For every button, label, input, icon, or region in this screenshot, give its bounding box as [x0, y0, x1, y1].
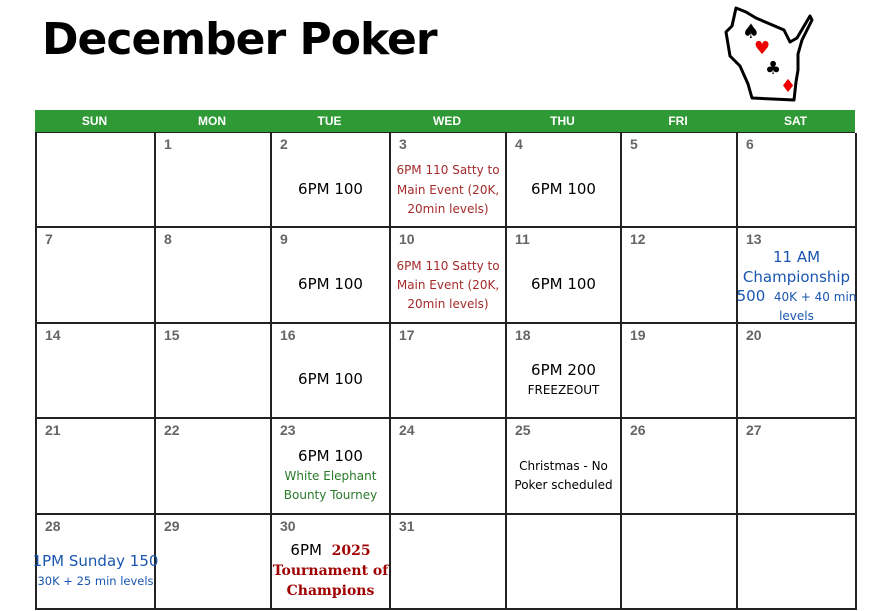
day-cell[interactable]	[738, 419, 857, 514]
event	[156, 154, 270, 226]
event	[37, 154, 154, 226]
diamond-icon: ♦	[780, 76, 797, 97]
day-number: 20	[746, 326, 762, 343]
event-text: 20min levels)	[407, 297, 489, 312]
calendar-grid	[32, 132, 857, 610]
event-text: 500	[736, 286, 771, 305]
day-cell[interactable]	[507, 133, 622, 228]
day-number: 8	[164, 231, 172, 248]
event-text: levels	[779, 308, 814, 323]
event	[156, 536, 270, 608]
event-line	[779, 305, 814, 324]
event-line	[285, 465, 377, 484]
day-cell[interactable]	[622, 228, 738, 323]
day-cell[interactable]	[156, 228, 272, 323]
event-line	[407, 293, 488, 312]
event	[272, 154, 389, 226]
day-cell[interactable]	[391, 419, 507, 514]
weekday-thu: THU	[550, 114, 575, 128]
day-number: 4	[515, 136, 523, 152]
event-text: 6PM 110 Satty to	[396, 258, 500, 273]
day-cell[interactable]	[32, 515, 159, 610]
event	[156, 440, 270, 512]
event	[622, 440, 736, 512]
event	[391, 440, 505, 512]
event-line	[519, 455, 608, 474]
event-line	[298, 369, 363, 388]
event	[507, 249, 620, 321]
wisconsin-logo	[722, 4, 817, 102]
event	[37, 345, 154, 417]
day-cell[interactable]	[622, 324, 738, 419]
day-number: 15	[164, 326, 180, 343]
event	[272, 249, 389, 321]
day-number: 17	[399, 326, 415, 343]
event-line	[531, 360, 596, 379]
day-cell[interactable]	[622, 515, 738, 610]
day-cell[interactable]	[37, 324, 156, 419]
day-cell[interactable]	[738, 515, 857, 610]
event-text: 6PM 100	[531, 179, 596, 198]
event	[507, 154, 620, 226]
event-line	[737, 286, 857, 305]
day-cell[interactable]	[156, 419, 272, 514]
day-cell[interactable]	[156, 324, 272, 419]
event-text: 1PM Sunday 150	[32, 551, 159, 570]
day-cell[interactable]	[272, 228, 391, 323]
day-cell[interactable]	[391, 133, 507, 228]
day-number: 27	[746, 422, 762, 439]
event-text: 20min levels)	[407, 201, 489, 216]
event	[156, 345, 270, 417]
day-number: 26	[630, 422, 646, 439]
event-line	[273, 560, 389, 580]
club-icon: ♣	[765, 58, 782, 79]
event-line	[298, 179, 363, 198]
day-number: 2	[280, 136, 288, 152]
day-number: 30	[280, 517, 296, 534]
day-cell[interactable]	[738, 228, 857, 323]
weekday-sat: SAT	[783, 114, 808, 128]
event-line	[298, 446, 363, 465]
day-number: 13	[746, 231, 762, 248]
day-cell[interactable]	[622, 133, 738, 228]
event-text: Tournament of	[272, 562, 389, 579]
event-line	[514, 474, 612, 493]
event-line	[743, 267, 850, 286]
event-text: White Elephant	[284, 468, 377, 483]
day-number: 1	[164, 136, 172, 152]
event-text: 6PM	[290, 541, 327, 560]
event	[272, 536, 389, 608]
day-number: 31	[399, 517, 415, 534]
day-cell[interactable]	[391, 515, 507, 610]
day-number	[37, 133, 154, 154]
event	[738, 345, 855, 417]
weekday-fri: FRI	[668, 114, 688, 128]
event-text: Poker scheduled	[514, 478, 613, 493]
day-number: 23	[280, 422, 296, 439]
event-line	[407, 198, 488, 217]
day-cell[interactable]	[37, 133, 156, 228]
event	[738, 536, 855, 608]
day-number	[622, 515, 736, 536]
event-line	[773, 247, 820, 266]
event-line	[33, 551, 159, 570]
day-cell[interactable]	[156, 133, 272, 228]
event	[622, 249, 736, 321]
day-number: 12	[630, 231, 646, 248]
day-cell[interactable]	[507, 515, 622, 610]
day-cell[interactable]	[272, 515, 391, 610]
event-text: Christmas - No	[519, 459, 608, 474]
event-line	[397, 274, 499, 293]
event-text: 6PM 100	[298, 274, 363, 293]
day-number: 9	[280, 231, 288, 248]
day-cell[interactable]	[156, 515, 272, 610]
event-text: Bounty Tourney	[283, 487, 378, 502]
event	[622, 154, 736, 226]
day-number: 24	[399, 422, 415, 439]
event-line	[528, 379, 600, 398]
day-number: 28	[45, 517, 61, 534]
event	[32, 536, 159, 608]
heart-icon: ♥	[754, 38, 771, 59]
event-text: 6PM 110 Satty to	[396, 163, 500, 178]
day-cell[interactable]	[738, 324, 857, 419]
day-cell[interactable]	[507, 228, 622, 323]
event	[37, 249, 154, 321]
event-text: 6PM 100	[298, 179, 363, 198]
day-cell[interactable]	[391, 324, 507, 419]
page-title: December Poker	[42, 14, 437, 65]
event-text: Main Event (20K,	[396, 182, 500, 197]
day-cell[interactable]	[507, 324, 622, 419]
event	[738, 247, 855, 328]
event-line	[397, 179, 499, 198]
event-line	[298, 274, 363, 293]
event	[156, 249, 270, 321]
event-text: Main Event (20K,	[396, 277, 500, 292]
event	[507, 440, 620, 512]
event-line	[396, 255, 499, 274]
event-line	[531, 179, 596, 198]
day-cell[interactable]	[391, 228, 507, 323]
event-text: 6PM 100	[298, 370, 363, 389]
event-text: Champions	[286, 582, 375, 599]
day-number: 16	[280, 326, 296, 343]
day-number: 18	[515, 326, 531, 343]
day-number: 5	[630, 136, 638, 152]
event	[391, 345, 505, 417]
event	[738, 154, 855, 226]
spade-icon: ♠	[742, 19, 760, 43]
event-line	[37, 570, 153, 589]
event	[507, 536, 620, 608]
event-text: 2025	[326, 543, 371, 560]
day-number: 22	[164, 422, 180, 439]
day-cell[interactable]	[507, 419, 622, 514]
event	[272, 345, 389, 417]
event-line	[284, 484, 377, 503]
event-text: 30K + 25 min levels	[37, 573, 154, 588]
event-line	[290, 540, 370, 560]
calendar	[32, 110, 857, 610]
day-cell[interactable]	[272, 133, 391, 228]
event	[622, 345, 736, 417]
event	[622, 536, 736, 608]
day-number: 11	[515, 231, 530, 248]
event-line	[396, 159, 499, 178]
day-number: 25	[515, 422, 531, 439]
event-text: FREEZEOUT	[527, 382, 600, 397]
day-number	[507, 515, 620, 536]
event	[37, 440, 154, 512]
day-number: 14	[45, 326, 61, 343]
day-cell[interactable]	[272, 324, 391, 419]
day-number: 21	[45, 422, 61, 439]
day-number: 10	[399, 231, 415, 248]
day-number: 3	[399, 136, 407, 152]
event	[391, 249, 505, 321]
day-number: 7	[45, 231, 53, 248]
weekday-tue: TUE	[317, 114, 342, 128]
day-cell[interactable]	[272, 419, 391, 514]
weekday-sun: SUN	[81, 114, 108, 128]
event	[272, 440, 389, 512]
weekday-mon: MON	[198, 114, 226, 128]
event	[738, 440, 855, 512]
event	[507, 345, 620, 417]
day-number: 6	[746, 136, 754, 152]
day-cell[interactable]	[37, 419, 156, 514]
day-cell[interactable]	[738, 133, 857, 228]
event-text: 6PM 200	[531, 360, 596, 379]
event-text: 40K + 40 min	[770, 289, 857, 304]
event-text: 6PM 100	[531, 274, 596, 293]
day-cell[interactable]	[622, 419, 738, 514]
day-cell[interactable]	[37, 228, 156, 323]
event	[391, 536, 505, 608]
event	[391, 154, 505, 226]
event-line	[287, 580, 375, 600]
event-text: 6PM 100	[298, 446, 363, 465]
event-text: Championship	[742, 267, 851, 286]
day-number	[738, 515, 855, 536]
day-number: 29	[164, 517, 180, 534]
weekday-wed: WED	[433, 114, 461, 128]
event-line	[531, 274, 596, 293]
event-text: 11 AM	[772, 248, 821, 267]
day-number: 19	[630, 326, 646, 343]
weekday-header	[35, 110, 855, 132]
